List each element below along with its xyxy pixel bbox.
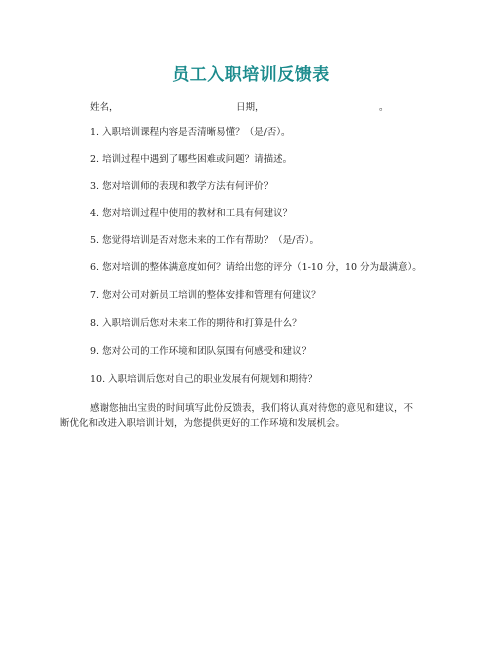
question-item: 1. 入职培训课程内容是否清晰易懂？（是/否）。 — [90, 127, 291, 138]
closing-line-1: 感谢您抽出宝贵的时间填写此份反馈表，我们将认真对待您的意见和建议，不 — [90, 403, 414, 414]
document-title: 员工入职培训反馈表 — [172, 65, 330, 85]
question-item: 10. 入职培训后您对自己的职业发展有何规划和期待？ — [90, 374, 318, 385]
question-item: 6. 您对培训的整体满意度如何？请给出您的评分（1-10 分，10 分为最满意）。 — [90, 262, 422, 273]
closing-line-2: 断优化和改进入职培训计划，为您提供更好的工作环境和发展机会。 — [60, 418, 346, 429]
question-item: 8. 入职培训后您对未来工作的期待和打算是什么？ — [90, 318, 302, 329]
question-item: 3. 您对培训师的表现和教学方法有何评价？ — [90, 181, 274, 192]
name-field-label: 姓名， — [90, 102, 119, 113]
question-item: 7. 您对公司对新员工培训的整体安排和管理有何建议？ — [90, 290, 321, 301]
question-item: 4. 您对培训过程中使用的教材和工具有何建议？ — [90, 208, 293, 219]
field-end-mark: 。 — [379, 102, 389, 113]
question-item: 5. 您觉得培训是否对您未来的工作有帮助？（是/否）。 — [90, 235, 320, 246]
date-field-label: 日期， — [236, 102, 265, 113]
question-item: 9. 您对公司的工作环境和团队氛围有何感受和建议？ — [90, 346, 312, 357]
question-item: 2. 培训过程中遇到了哪些困难或问题？请描述。 — [90, 154, 293, 165]
